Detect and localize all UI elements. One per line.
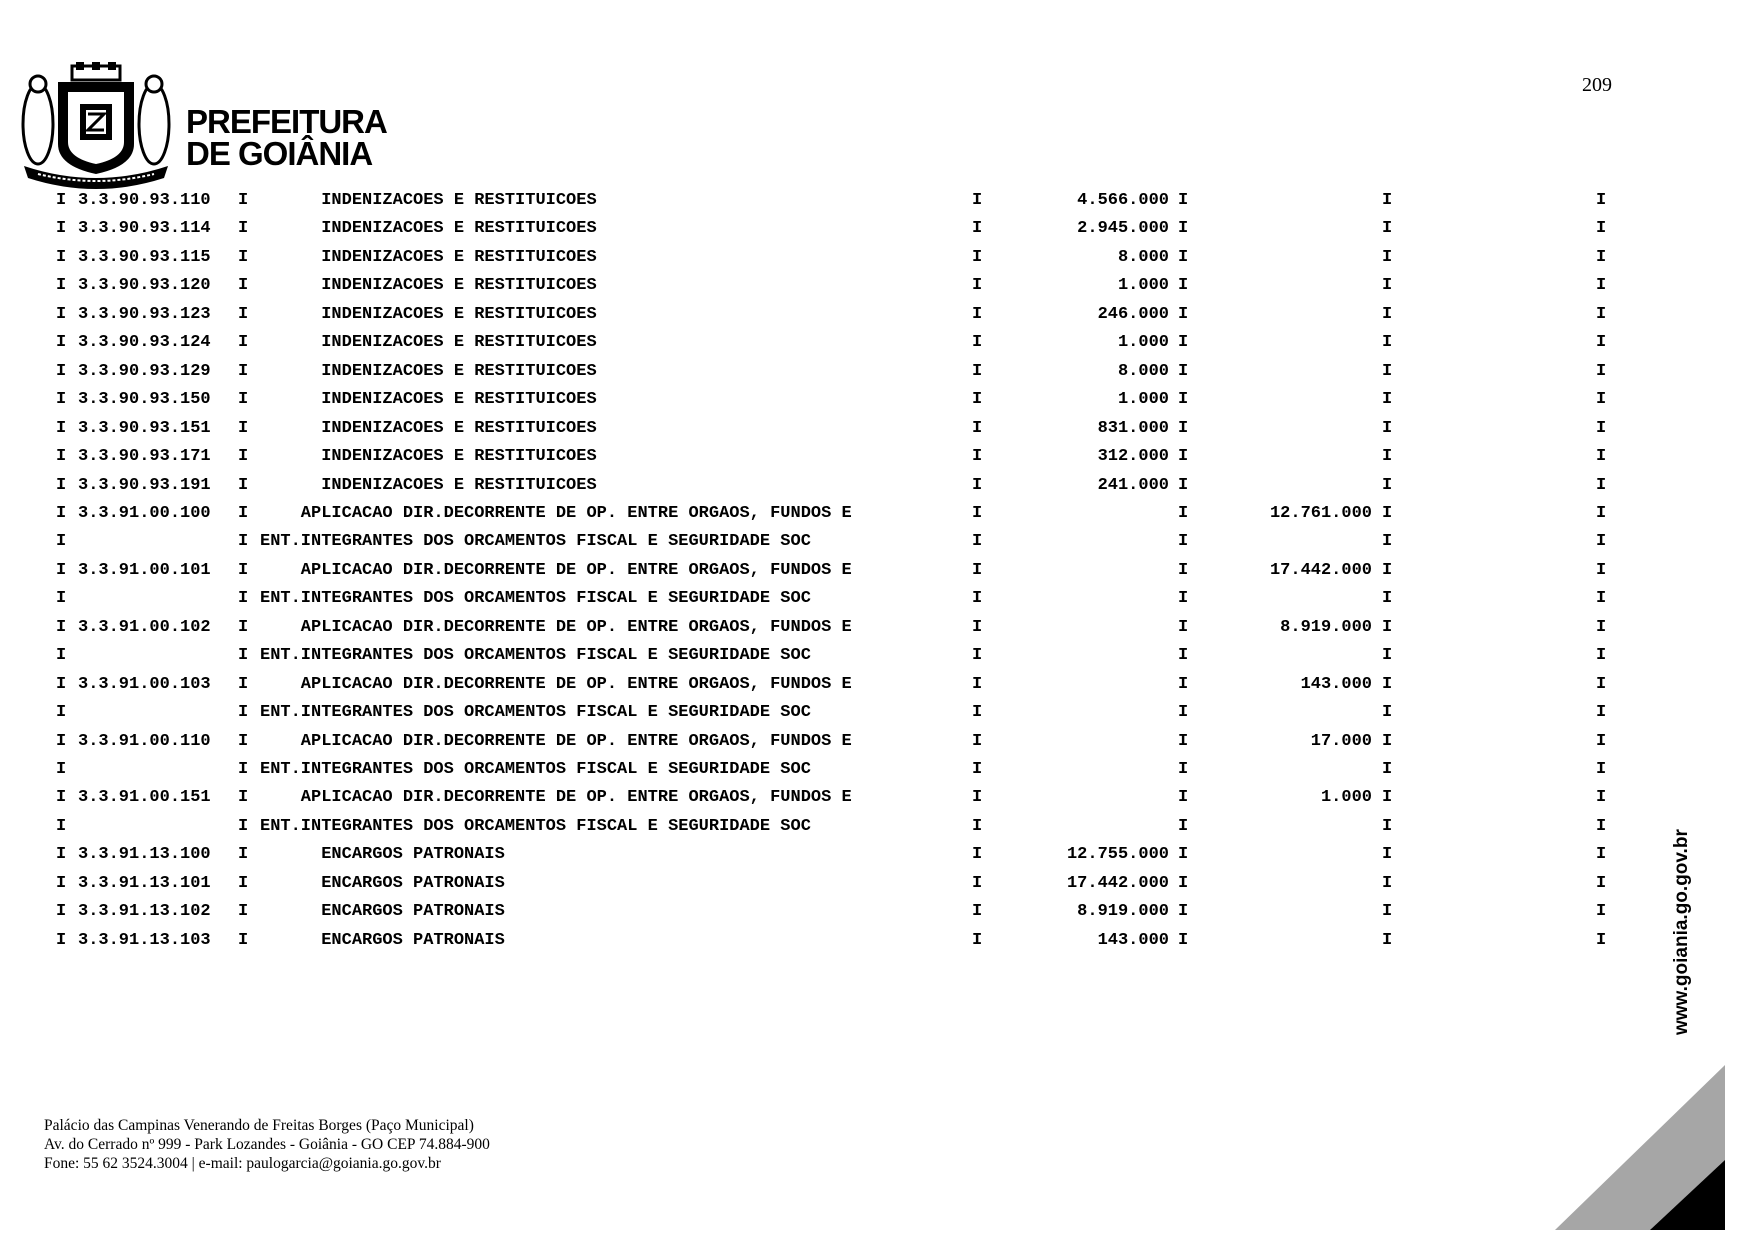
row-separator: I [972, 503, 983, 523]
row-separator: I [1596, 703, 1607, 723]
row-separator: I [1596, 304, 1607, 324]
row-separator: I [56, 304, 67, 324]
row-separator: I [1178, 276, 1189, 296]
table-row [0, 526, 1754, 558]
footer-line-2: Av. do Cerrado nº 999 - Park Lozandes - Goiânia - GO CEP 74.884-900 [44, 1136, 490, 1153]
account-description: ENT.INTEGRANTES DOS ORCAMENTOS FISCAL E SEGURIDADE SOC [260, 760, 811, 779]
account-description: INDENIZACOES E RESTITUICOES [260, 247, 597, 267]
account-description: APLICACAO DIR.DECORRENTE DE OP. ENTRE ORGAOS, FUNDOS E [260, 674, 852, 694]
account-code: 3.3.90.93.115 [78, 247, 211, 267]
table-row [0, 896, 1754, 928]
row-separator: I [1178, 788, 1189, 808]
row-separator: I [1382, 276, 1393, 296]
row-separator: I [1596, 646, 1607, 666]
row-separator: I [56, 873, 67, 893]
row-separator: I [1178, 731, 1189, 751]
row-separator: I [56, 276, 67, 296]
row-separator: I [1178, 816, 1189, 836]
brand-line-2: DE GOIÂNIA [186, 135, 373, 172]
row-separator: I [238, 788, 249, 808]
row-separator: I [1596, 247, 1607, 267]
row-separator: I [1382, 447, 1393, 467]
row-separator: I [972, 589, 983, 609]
account-description: ENT.INTEGRANTES DOS ORCAMENTOS FISCAL E SEGURIDADE SOC [260, 646, 811, 666]
amount-column-1: 312.000 [1097, 447, 1169, 467]
amount-column-1: 1.000 [1117, 333, 1169, 353]
row-separator: I [1382, 503, 1393, 523]
account-code: 3.3.91.00.151 [78, 788, 211, 808]
row-separator: I [56, 930, 67, 950]
row-separator: I [238, 873, 249, 893]
row-separator: I [1596, 361, 1607, 381]
account-code: 3.3.91.13.102 [78, 902, 211, 922]
table-row [0, 583, 1754, 615]
row-separator: I [56, 760, 67, 779]
row-separator: I [56, 390, 67, 410]
row-separator: I [1596, 873, 1607, 893]
account-code: 3.3.90.93.171 [78, 447, 211, 467]
row-separator: I [972, 617, 983, 637]
row-separator: I [56, 845, 67, 865]
row-separator: I [972, 845, 983, 865]
amount-column-1: 143.000 [1097, 930, 1169, 950]
row-separator: I [56, 902, 67, 922]
row-separator: I [56, 731, 67, 751]
row-separator: I [1596, 760, 1607, 779]
account-description: ENT.INTEGRANTES DOS ORCAMENTOS FISCAL E SEGURIDADE SOC [260, 532, 811, 552]
row-separator: I [1596, 447, 1607, 467]
row-separator: I [972, 447, 983, 467]
account-description: ENCARGOS PATRONAIS [260, 845, 505, 865]
row-separator: I [1178, 475, 1189, 495]
row-separator: I [1382, 873, 1393, 893]
row-separator: I [238, 532, 249, 552]
row-separator: I [1382, 589, 1393, 609]
row-separator: I [238, 731, 249, 751]
municipal-coat-of-arms-icon [16, 62, 176, 190]
account-code: 3.3.90.93.114 [78, 219, 211, 239]
row-separator: I [238, 617, 249, 637]
row-separator: I [1596, 191, 1607, 210]
amount-column-2: 8.919.000 [1280, 617, 1372, 637]
table-row [0, 839, 1754, 871]
row-separator: I [1382, 191, 1393, 210]
table-row [0, 356, 1754, 388]
account-description: APLICACAO DIR.DECORRENTE DE OP. ENTRE ORGAOS, FUNDOS E [260, 788, 852, 808]
amount-column-1: 1.000 [1117, 390, 1169, 410]
table-row [0, 327, 1754, 359]
row-separator: I [1382, 333, 1393, 353]
row-separator: I [1596, 589, 1607, 609]
row-separator: I [1596, 333, 1607, 353]
row-separator: I [1382, 930, 1393, 950]
brand-wordmark [186, 103, 387, 172]
amount-column-1: 8.919.000 [1077, 902, 1169, 922]
row-separator: I [972, 276, 983, 296]
row-separator: I [1596, 276, 1607, 296]
row-separator: I [56, 589, 67, 609]
footer-address [44, 1116, 490, 1173]
row-separator: I [1178, 560, 1189, 580]
row-separator: I [1382, 902, 1393, 922]
row-separator: I [1382, 532, 1393, 552]
row-separator: I [1178, 760, 1189, 779]
amount-column-1: 241.000 [1097, 475, 1169, 495]
table-row [0, 726, 1754, 758]
row-separator: I [1178, 674, 1189, 694]
row-separator: I [972, 560, 983, 580]
account-code: 3.3.91.13.103 [78, 930, 211, 950]
row-separator: I [1178, 418, 1189, 438]
row-separator: I [56, 447, 67, 467]
account-description: ENCARGOS PATRONAIS [260, 902, 505, 922]
row-separator: I [1382, 703, 1393, 723]
row-separator: I [238, 191, 249, 210]
row-separator: I [1596, 532, 1607, 552]
table-row [0, 185, 1754, 217]
row-separator: I [238, 333, 249, 353]
row-separator: I [56, 816, 67, 836]
row-separator: I [1178, 361, 1189, 381]
row-separator: I [1596, 788, 1607, 808]
row-separator: I [1178, 247, 1189, 267]
table-row [0, 299, 1754, 331]
row-separator: I [1596, 845, 1607, 865]
row-separator: I [1596, 930, 1607, 950]
row-separator: I [1382, 845, 1393, 865]
row-separator: I [238, 674, 249, 694]
row-separator: I [1178, 333, 1189, 353]
row-separator: I [1596, 674, 1607, 694]
table-row [0, 811, 1754, 843]
account-code: 3.3.90.93.124 [78, 333, 211, 353]
table-row [0, 612, 1754, 644]
account-description: APLICACAO DIR.DECORRENTE DE OP. ENTRE ORGAOS, FUNDOS E [260, 503, 852, 523]
row-separator: I [56, 219, 67, 239]
row-separator: I [238, 503, 249, 523]
account-description: INDENIZACOES E RESTITUICOES [260, 333, 597, 353]
account-description: INDENIZACOES E RESTITUICOES [260, 361, 597, 381]
amount-column-1: 2.945.000 [1077, 219, 1169, 239]
row-separator: I [972, 418, 983, 438]
row-separator: I [1178, 503, 1189, 523]
row-separator: I [1382, 788, 1393, 808]
amount-column-1: 831.000 [1097, 418, 1169, 438]
table-row [0, 470, 1754, 502]
row-separator: I [1382, 760, 1393, 779]
row-separator: I [238, 390, 249, 410]
row-separator: I [972, 760, 983, 779]
row-separator: I [1178, 447, 1189, 467]
row-separator: I [56, 418, 67, 438]
row-separator: I [1178, 589, 1189, 609]
row-separator: I [972, 219, 983, 239]
row-separator: I [56, 560, 67, 580]
row-separator: I [1382, 247, 1393, 267]
amount-column-2: 12.761.000 [1269, 503, 1372, 523]
row-separator: I [972, 475, 983, 495]
row-separator: I [238, 703, 249, 723]
row-separator: I [56, 617, 67, 637]
row-separator: I [1382, 390, 1393, 410]
row-separator: I [1596, 816, 1607, 836]
row-separator: I [972, 816, 983, 836]
account-code: 3.3.91.00.103 [78, 674, 211, 694]
account-code: 3.3.90.93.151 [78, 418, 211, 438]
account-code: 3.3.91.00.100 [78, 503, 211, 523]
account-description: INDENIZACOES E RESTITUICOES [260, 390, 597, 410]
row-separator: I [56, 361, 67, 381]
account-description: INDENIZACOES E RESTITUICOES [260, 191, 597, 210]
row-separator: I [238, 816, 249, 836]
account-description: INDENIZACOES E RESTITUICOES [260, 447, 597, 467]
row-separator: I [56, 532, 67, 552]
corner-decoration [1555, 1065, 1725, 1230]
table-row [0, 213, 1754, 245]
account-description: INDENIZACOES E RESTITUICOES [260, 475, 597, 495]
row-separator: I [56, 191, 67, 210]
row-separator: I [56, 646, 67, 666]
table-row [0, 242, 1754, 274]
row-separator: I [56, 674, 67, 694]
row-separator: I [1382, 560, 1393, 580]
row-separator: I [972, 333, 983, 353]
amount-column-1: 1.000 [1117, 276, 1169, 296]
account-code: 3.3.91.00.110 [78, 731, 211, 751]
table-row [0, 413, 1754, 445]
row-separator: I [1596, 731, 1607, 751]
row-separator: I [56, 703, 67, 723]
account-description: ENT.INTEGRANTES DOS ORCAMENTOS FISCAL E SEGURIDADE SOC [260, 816, 811, 836]
row-separator: I [1178, 845, 1189, 865]
row-separator: I [972, 873, 983, 893]
account-description: INDENIZACOES E RESTITUICOES [260, 418, 597, 438]
account-description: INDENIZACOES E RESTITUICOES [260, 276, 597, 296]
account-code: 3.3.91.00.101 [78, 560, 211, 580]
table-row [0, 441, 1754, 473]
amount-column-1: 4.566.000 [1077, 191, 1169, 210]
table-row [0, 782, 1754, 814]
row-separator: I [1596, 560, 1607, 580]
row-separator: I [238, 247, 249, 267]
row-separator: I [1178, 930, 1189, 950]
amount-column-1: 12.755.000 [1066, 845, 1169, 865]
account-description: ENCARGOS PATRONAIS [260, 873, 505, 893]
row-separator: I [238, 475, 249, 495]
row-separator: I [238, 219, 249, 239]
account-code: 3.3.90.93.191 [78, 475, 211, 495]
account-description: APLICACAO DIR.DECORRENTE DE OP. ENTRE ORGAOS, FUNDOS E [260, 731, 852, 751]
table-row [0, 555, 1754, 587]
account-code: 3.3.91.13.100 [78, 845, 211, 865]
row-separator: I [1596, 902, 1607, 922]
row-separator: I [1382, 475, 1393, 495]
row-separator: I [56, 247, 67, 267]
amount-column-2: 17.000 [1310, 731, 1372, 751]
account-code: 3.3.90.93.129 [78, 361, 211, 381]
table-row [0, 925, 1754, 957]
row-separator: I [972, 361, 983, 381]
row-separator: I [238, 304, 249, 324]
row-separator: I [1596, 475, 1607, 495]
row-separator: I [238, 276, 249, 296]
row-separator: I [1596, 219, 1607, 239]
account-description: INDENIZACOES E RESTITUICOES [260, 304, 597, 324]
table-row [0, 384, 1754, 416]
row-separator: I [238, 902, 249, 922]
account-code: 3.3.90.93.120 [78, 276, 211, 296]
account-description: APLICACAO DIR.DECORRENTE DE OP. ENTRE ORGAOS, FUNDOS E [260, 617, 852, 637]
row-separator: I [1596, 617, 1607, 637]
row-separator: I [238, 560, 249, 580]
account-description: INDENIZACOES E RESTITUICOES [260, 219, 597, 239]
row-separator: I [972, 788, 983, 808]
table-row [0, 669, 1754, 701]
row-separator: I [238, 418, 249, 438]
row-separator: I [1596, 503, 1607, 523]
row-separator: I [1178, 703, 1189, 723]
account-code: 3.3.91.00.102 [78, 617, 211, 637]
row-separator: I [238, 845, 249, 865]
account-code: 3.3.90.93.110 [78, 191, 211, 210]
row-separator: I [238, 361, 249, 381]
account-code: 3.3.90.93.150 [78, 390, 211, 410]
table-row [0, 754, 1754, 786]
amount-column-2: 17.442.000 [1269, 560, 1372, 580]
row-separator: I [238, 930, 249, 950]
amount-column-1: 8.000 [1117, 247, 1169, 267]
row-separator: I [972, 902, 983, 922]
row-separator: I [1178, 873, 1189, 893]
table-row [0, 697, 1754, 729]
table-row [0, 868, 1754, 900]
row-separator: I [1178, 390, 1189, 410]
row-separator: I [56, 475, 67, 495]
row-separator: I [1178, 646, 1189, 666]
row-separator: I [972, 930, 983, 950]
account-description: APLICACAO DIR.DECORRENTE DE OP. ENTRE ORGAOS, FUNDOS E [260, 560, 852, 580]
row-separator: I [1178, 191, 1189, 210]
row-separator: I [1178, 902, 1189, 922]
account-description: ENT.INTEGRANTES DOS ORCAMENTOS FISCAL E SEGURIDADE SOC [260, 589, 811, 609]
row-separator: I [238, 646, 249, 666]
account-description: ENCARGOS PATRONAIS [260, 930, 505, 950]
row-separator: I [972, 646, 983, 666]
table-row [0, 498, 1754, 530]
row-separator: I [1382, 731, 1393, 751]
amount-column-1: 8.000 [1117, 361, 1169, 381]
account-description: ENT.INTEGRANTES DOS ORCAMENTOS FISCAL E SEGURIDADE SOC [260, 703, 811, 723]
row-separator: I [1596, 390, 1607, 410]
row-separator: I [1382, 617, 1393, 637]
row-separator: I [1382, 418, 1393, 438]
row-separator: I [56, 333, 67, 353]
footer-line-1: Palácio das Campinas Venerando de Freitas Borges (Paço Municipal) [44, 1117, 474, 1134]
row-separator: I [1382, 361, 1393, 381]
amount-column-2: 143.000 [1300, 674, 1372, 694]
row-separator: I [1382, 816, 1393, 836]
account-code: 3.3.90.93.123 [78, 304, 211, 324]
table-row [0, 270, 1754, 302]
row-separator: I [238, 447, 249, 467]
side-website-url: www.goiania.go.gov.br [1671, 829, 1692, 1035]
row-separator: I [1178, 304, 1189, 324]
row-separator: I [972, 703, 983, 723]
page-number: 209 [1582, 74, 1612, 96]
footer-line-3: Fone: 55 62 3524.3004 | e-mail: paulogarcia@goiania.go.gov.br [44, 1155, 441, 1172]
brand-line-1: PREFEITURA [186, 103, 387, 140]
row-separator: I [1178, 532, 1189, 552]
row-separator: I [972, 390, 983, 410]
row-separator: I [972, 731, 983, 751]
row-separator: I [56, 503, 67, 523]
amount-column-2: 1.000 [1320, 788, 1372, 808]
row-separator: I [1178, 219, 1189, 239]
row-separator: I [972, 304, 983, 324]
row-separator: I [972, 674, 983, 694]
row-separator: I [972, 247, 983, 267]
amount-column-1: 17.442.000 [1066, 873, 1169, 893]
table-row [0, 640, 1754, 672]
account-code: 3.3.91.13.101 [78, 873, 211, 893]
row-separator: I [1382, 304, 1393, 324]
row-separator: I [1178, 617, 1189, 637]
row-separator: I [1382, 674, 1393, 694]
row-separator: I [1596, 418, 1607, 438]
row-separator: I [238, 589, 249, 609]
row-separator: I [1382, 219, 1393, 239]
row-separator: I [972, 532, 983, 552]
row-separator: I [972, 191, 983, 210]
row-separator: I [1382, 646, 1393, 666]
amount-column-1: 246.000 [1097, 304, 1169, 324]
row-separator: I [56, 788, 67, 808]
row-separator: I [238, 760, 249, 779]
